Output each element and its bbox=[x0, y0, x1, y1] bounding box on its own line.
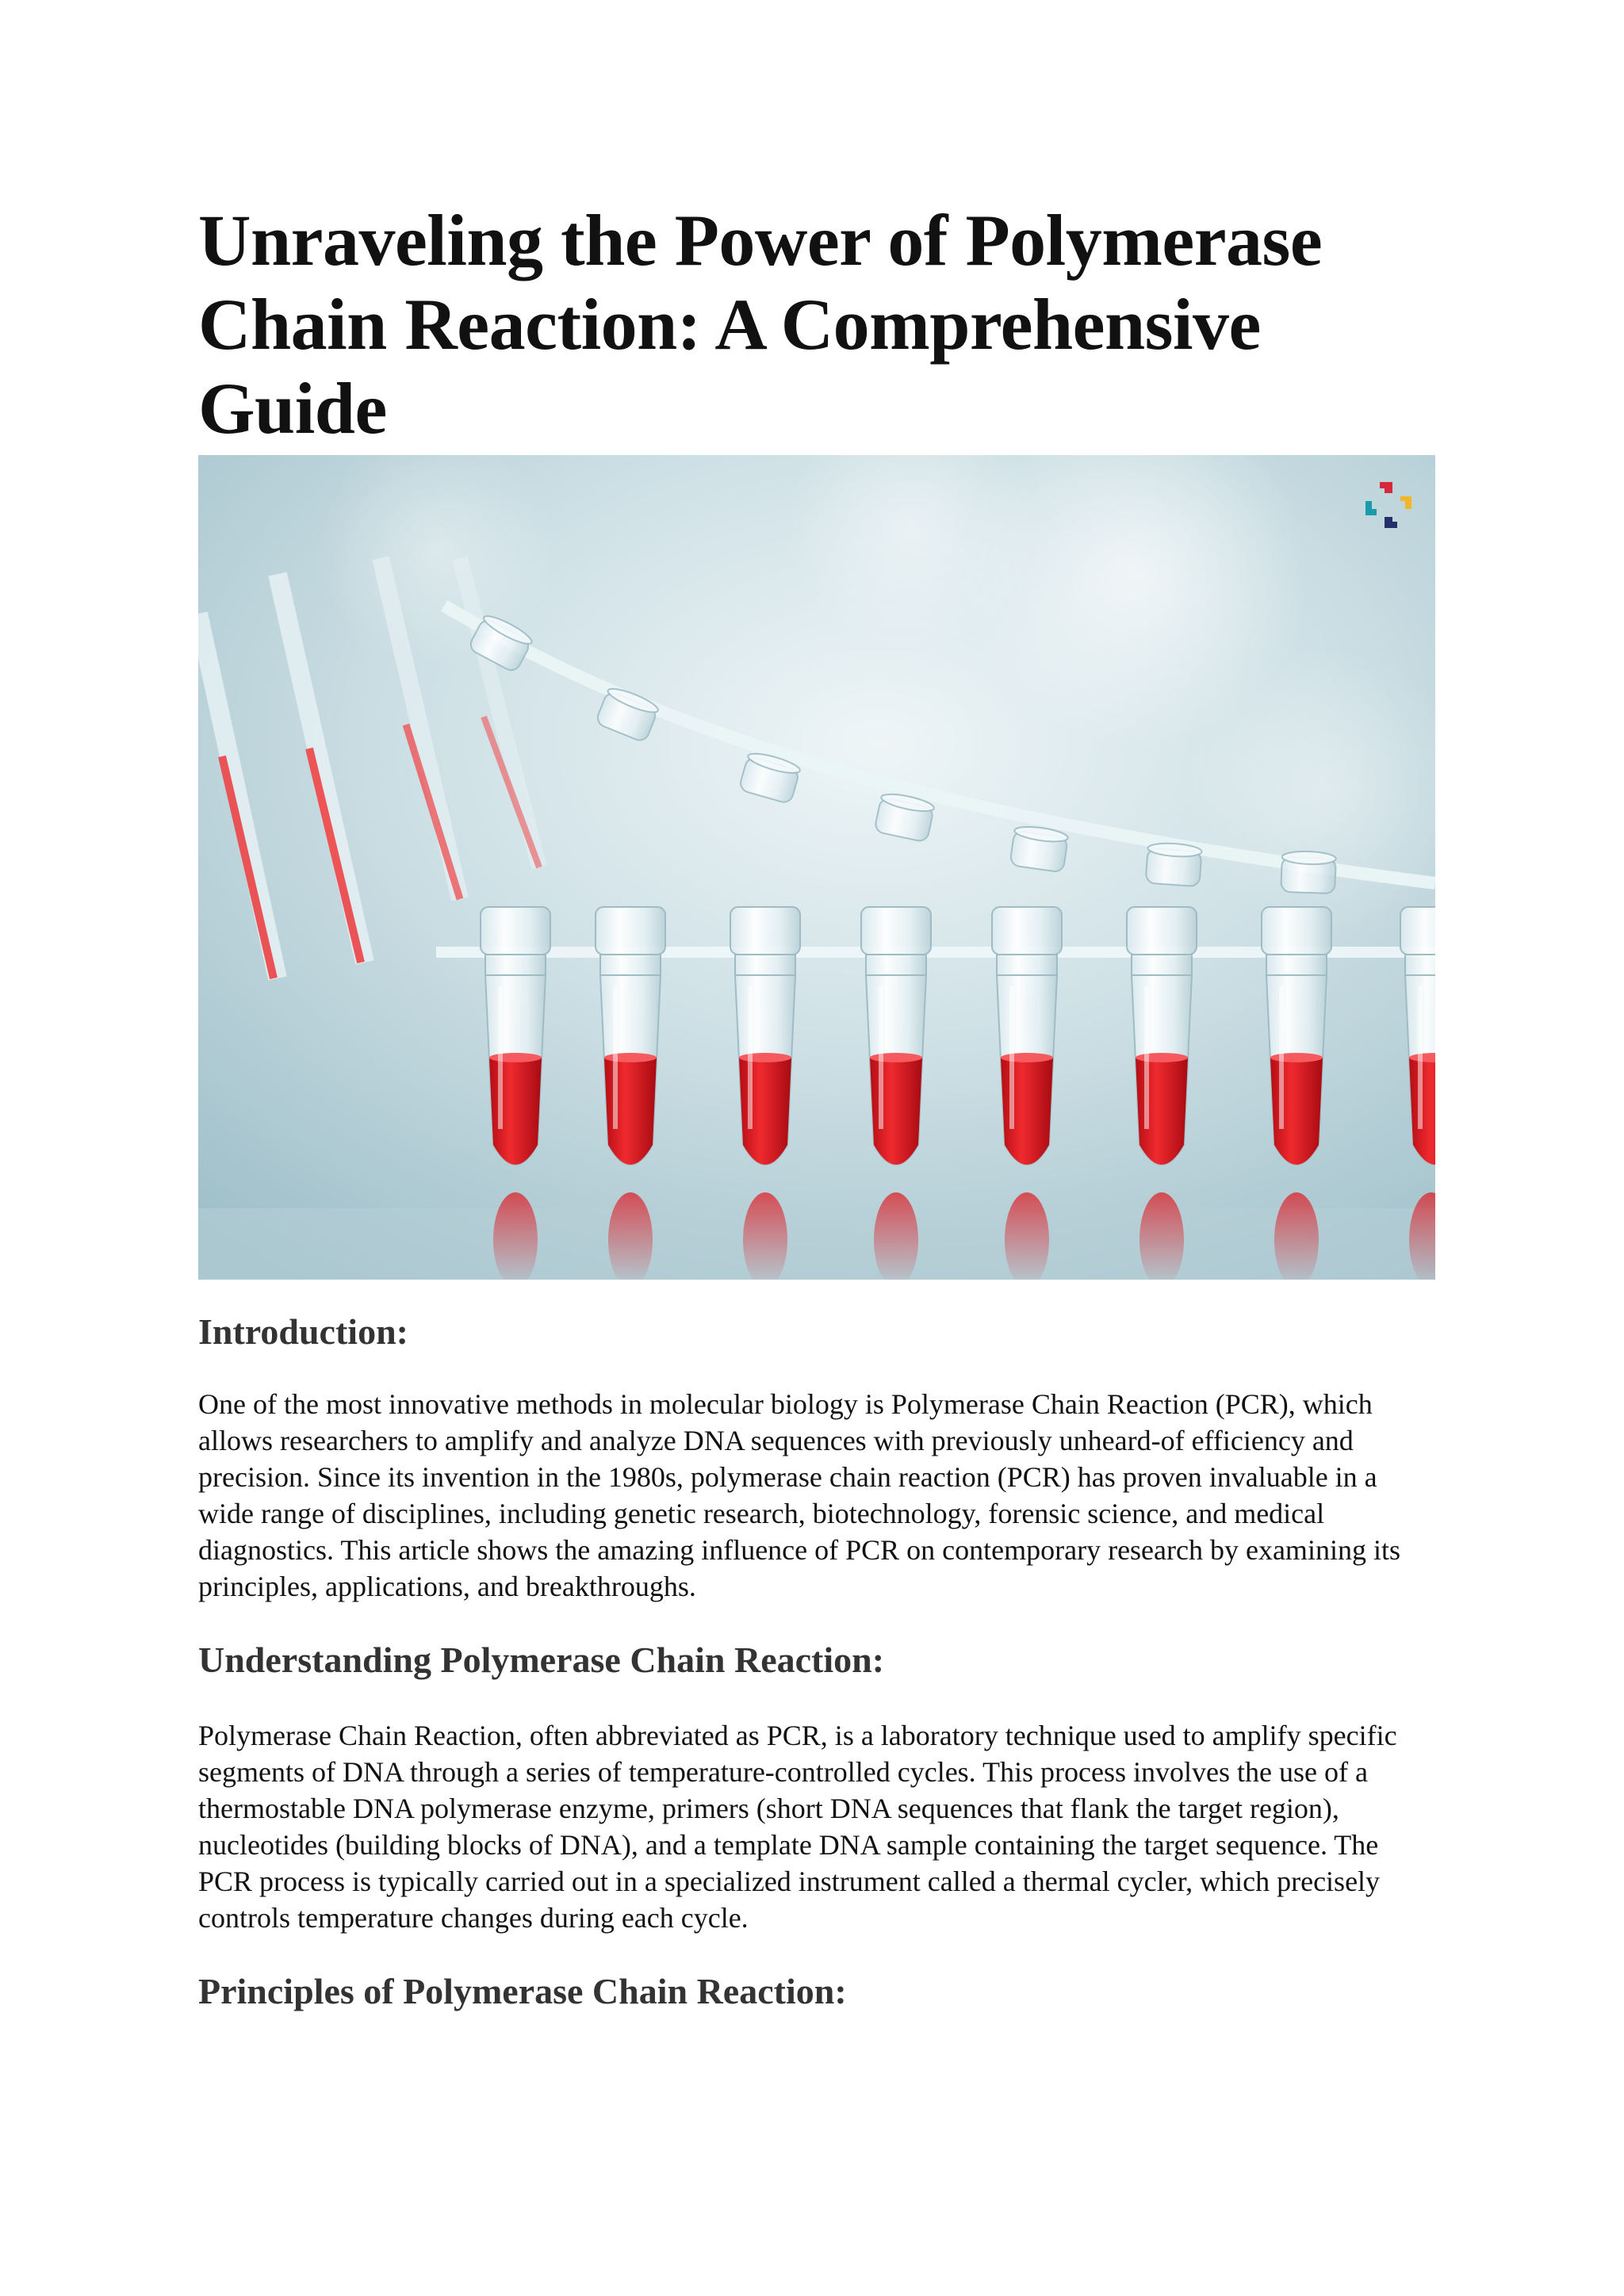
section-heading-principles: Principles of Polymerase Chain Reaction: bbox=[198, 1971, 847, 2011]
pcr-tubes-image bbox=[198, 455, 1435, 1280]
section-body-introduction: One of the most innovative methods in molecular biology is Polymerase Chain Reaction (PCR), which allows researchers to amplify and analyze DNA sequences with previously unheard-of efficiency and precision. Since its invention in the 1980s, polymerase chain reaction (PCR) has proven invaluable in a wide range of disciplines, including genetic research, biotechnology, forensic science, and medical diagnostics. This article shows the amazing influence of PCR on contemporary research by examining its principles, applications, and breakthroughs. bbox=[198, 1388, 1400, 1602]
article bbox=[198, 198, 1435, 2014]
article-title: Unraveling the Power of Polymerase Chain Reaction: A Comprehensive Guide bbox=[198, 200, 1323, 449]
section-body-understanding: Polymerase Chain Reaction, often abbreviated as PCR, is a laboratory technique used to amplify specific segments of DNA through a series of temperature-controlled cycles. This process involves the use of a thermostable DNA polymerase enzyme, primers (short DNA sequences that flank the target region), nucleotides (building blocks of DNA), and a template DNA sample containing the target sequence. The PCR process is typically carried out in a specialized instrument called a thermal cycler, which precisely controls temperature changes during each cycle. bbox=[198, 1720, 1397, 1934]
hero-image bbox=[198, 455, 1435, 1280]
section-heading-understanding: Understanding Polymerase Chain Reaction: bbox=[198, 1640, 885, 1680]
brand-cross-logo-icon bbox=[1361, 477, 1416, 533]
section-heading-introduction: Introduction: bbox=[198, 1311, 408, 1352]
